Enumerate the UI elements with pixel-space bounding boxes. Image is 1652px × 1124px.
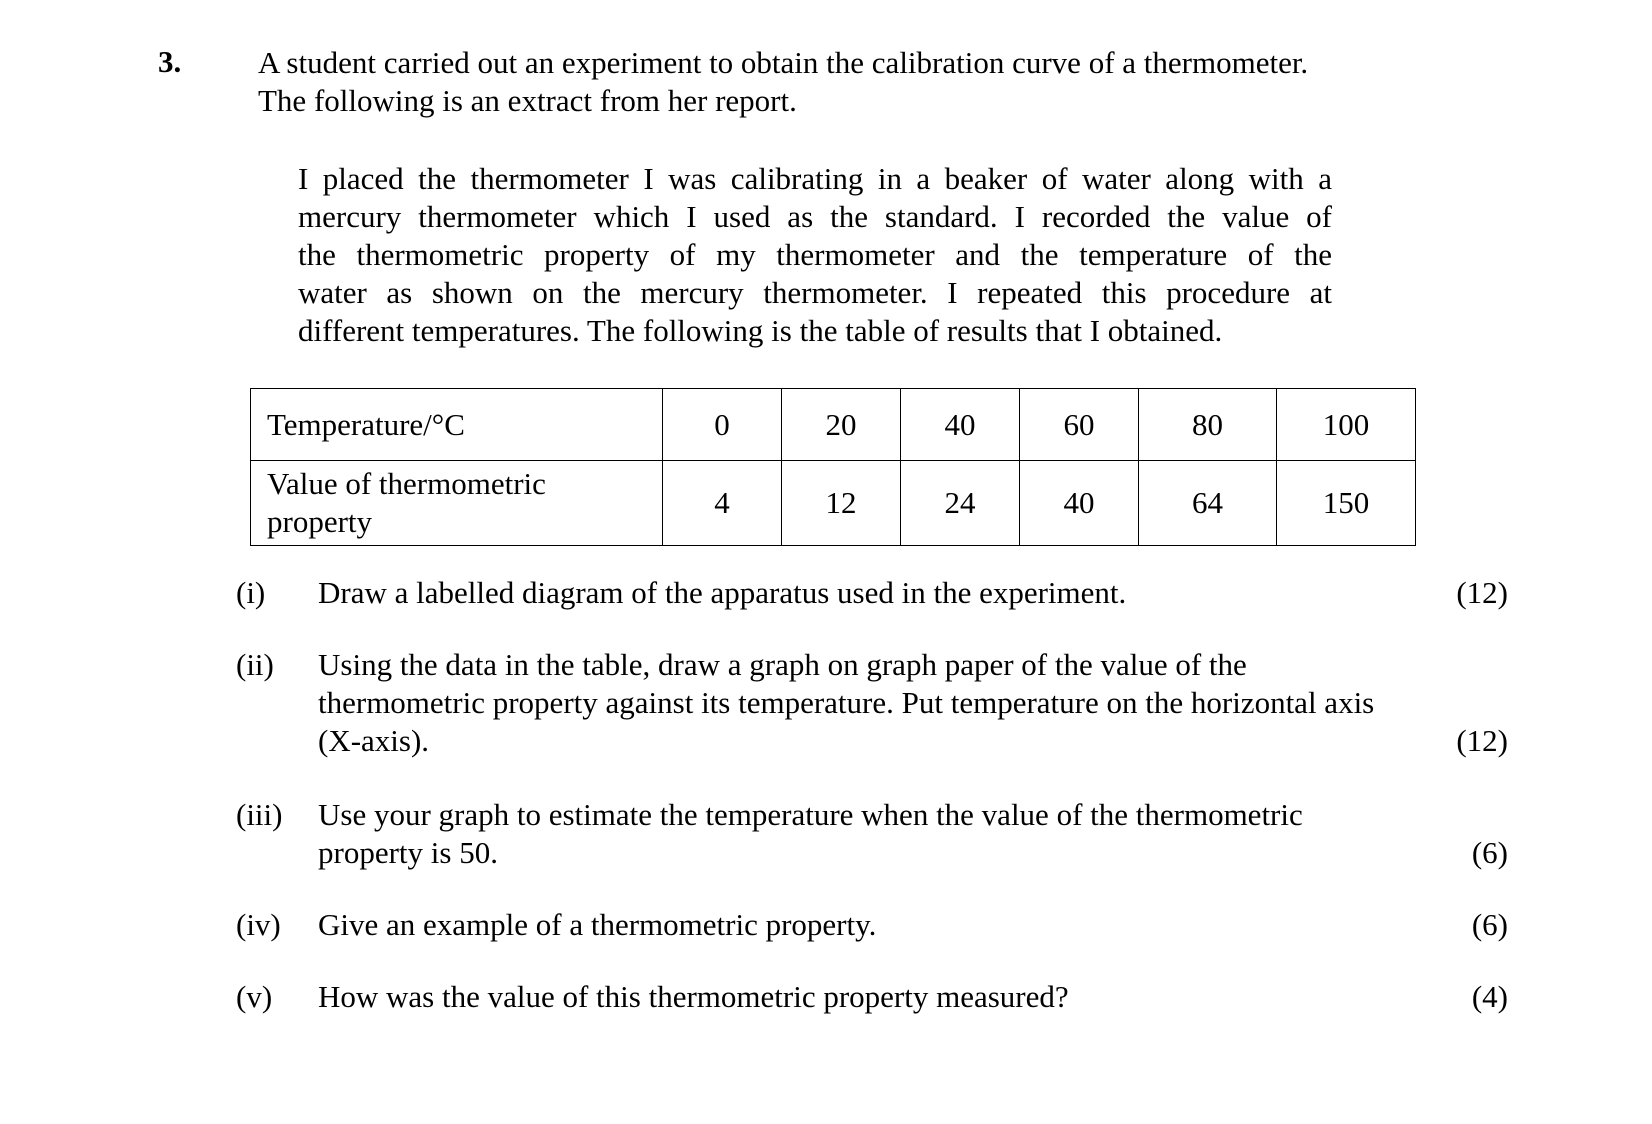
part-marks: (12)	[1456, 723, 1508, 758]
extract-line: mercury thermometer which I used as the standard. I recorded the value of	[298, 199, 1332, 234]
extract-line: the thermometric property of my thermometer and the temperature of the	[298, 237, 1332, 272]
extract-line: water as shown on the mercury thermometer. I repeated this procedure at	[298, 275, 1332, 310]
part-line: thermometric property against its temperature. Put temperature on the horizontal axis	[318, 685, 1375, 720]
question-number: 3.	[158, 44, 182, 79]
part-marks: (4)	[1471, 979, 1508, 1014]
table-cell: 60	[1020, 389, 1139, 461]
report-extract	[298, 160, 1332, 350]
table-cell: 12	[782, 461, 901, 546]
table-cell: 40	[1020, 461, 1139, 546]
property-label-line: Value of thermometric	[267, 466, 546, 501]
part-marks: (12)	[1456, 575, 1508, 610]
part-text	[318, 906, 876, 944]
part-line: Use your graph to estimate the temperature when the value of the thermometric	[318, 797, 1303, 832]
intro-line: The following is an extract from her report.	[258, 83, 797, 118]
part-text	[318, 796, 1303, 872]
table-cell: 80	[1139, 389, 1277, 461]
property-label-line: property	[267, 504, 373, 539]
part-line: How was the value of this thermometric property measured?	[318, 979, 1069, 1014]
intro-line: A student carried out an experiment to obtain the calibration curve of a thermometer.	[258, 45, 1309, 80]
part-line: property is 50.	[318, 835, 498, 870]
extract-line: different temperatures. The following is the table of results that I obtained.	[298, 313, 1223, 348]
part-number: (v)	[236, 979, 273, 1014]
table-cell: 20	[782, 389, 901, 461]
part-line: Give an example of a thermometric property.	[318, 907, 877, 942]
part-number: (ii)	[236, 647, 274, 682]
table-cell: 150	[1277, 461, 1416, 546]
table-cell: 4	[663, 461, 782, 546]
question-intro	[258, 44, 1308, 120]
part-marks: (6)	[1471, 835, 1508, 870]
table-cell: 64	[1139, 461, 1277, 546]
part-text	[318, 574, 1126, 612]
temperature-label: Temperature/°C	[251, 389, 663, 461]
part-number: (iv)	[236, 907, 281, 942]
part-line: Draw a labelled diagram of the apparatus used in the experiment.	[318, 575, 1127, 610]
part-number: (i)	[236, 575, 266, 610]
table-cell: 0	[663, 389, 782, 461]
part-text	[318, 646, 1374, 760]
part-marks: (6)	[1471, 907, 1508, 942]
part-number: (iii)	[236, 797, 283, 832]
part-line: Using the data in the table, draw a graph on graph paper of the value of the	[318, 647, 1247, 682]
table-cell: 24	[901, 461, 1020, 546]
part-line: (X-axis).	[318, 723, 430, 758]
table-cell: 40	[901, 389, 1020, 461]
property-row	[251, 461, 1416, 546]
temperature-row	[251, 389, 1416, 461]
part-text	[318, 978, 1069, 1016]
extract-line: I placed the thermometer I was calibrating in a beaker of water along with a	[298, 161, 1332, 196]
table-cell: 100	[1277, 389, 1416, 461]
results-table	[250, 388, 1416, 546]
property-label	[251, 461, 663, 546]
